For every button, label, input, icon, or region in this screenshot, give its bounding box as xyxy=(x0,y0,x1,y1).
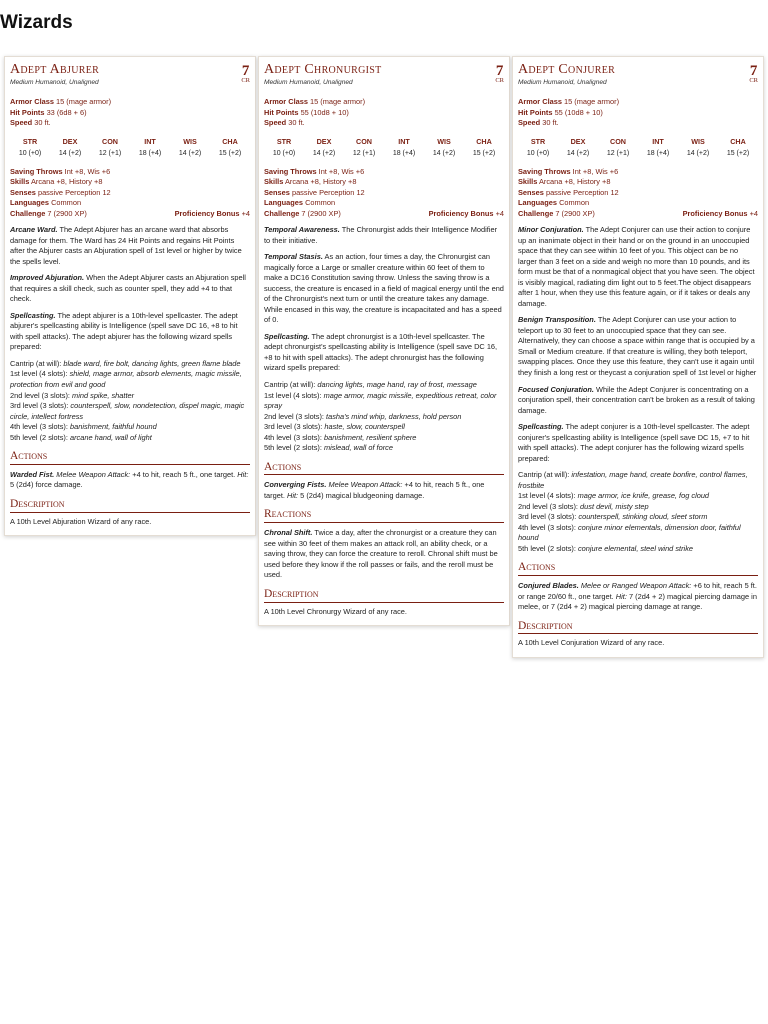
trait-name: Improved Abjuration. xyxy=(10,273,85,283)
trait-text: When the Adept Abjurer casts an Abjuration spell that requires a skill check, such as counter spell, they add +4 to that check. xyxy=(10,273,246,304)
trait-name: Temporal Stasis. xyxy=(264,252,323,262)
armor-class-label: Armor Class xyxy=(264,97,308,106)
description-text: A 10th Level Chronurgy Wizard of any race. xyxy=(264,606,407,616)
ability-score: 14 (+2) xyxy=(178,149,202,157)
skills-line xyxy=(264,177,504,188)
hit-points-line xyxy=(518,108,758,119)
challenge-line xyxy=(264,209,504,220)
senses-label: Senses xyxy=(264,187,290,197)
creature-details xyxy=(264,167,504,220)
languages-line xyxy=(518,198,758,209)
spell-level: 4th level (3 slots): xyxy=(264,432,322,442)
spell-list xyxy=(518,470,758,554)
spell-list xyxy=(10,359,250,443)
languages-label: Languages xyxy=(518,198,558,208)
reaction-text: Twice a day, after the chronurgist or a creature they can see within 30 feet of them makes an attack roll, an ability check, or a saving throw, they can force the creature to reroll. Chronal shift must be used before they know if the roll passes or fails, and the reroll must be used. xyxy=(264,528,498,580)
proficiency-group xyxy=(683,209,758,220)
page-title: Wizards xyxy=(0,12,73,33)
cr-label: CR xyxy=(241,77,250,85)
spell-level-line xyxy=(264,443,504,454)
spell-level: 2nd level (3 slots): xyxy=(10,390,70,400)
spell-names: dancing lights, mage hand, ray of frost, message xyxy=(317,379,477,389)
stat-block-card xyxy=(4,56,256,536)
ability-name: CHA xyxy=(730,136,746,146)
hit-points-value: 55 (10d8 + 10) xyxy=(300,107,349,117)
skills-line xyxy=(10,177,250,188)
cr-label: CR xyxy=(749,77,758,85)
skills-label: Skills xyxy=(264,177,284,187)
saving-throws-line xyxy=(10,167,250,178)
proficiency-value: +4 xyxy=(749,208,758,218)
trait-name: Temporal Awareness. xyxy=(264,225,340,235)
attack-bonus: +4 to hit, reach 5 ft., one target. xyxy=(132,469,236,479)
armor-class-line xyxy=(264,97,504,108)
actions-heading: Actions xyxy=(10,450,250,465)
spell-names: blade ward, fire bolt, dancing lights, green flame blade xyxy=(63,358,241,368)
card-header xyxy=(10,62,250,89)
ability-score: 18 (+4) xyxy=(392,149,416,157)
challenge-group xyxy=(264,209,341,220)
description-heading: Description xyxy=(10,498,250,513)
proficiency-group xyxy=(175,209,250,220)
attack-bonus: +4 to hit, reach 5 ft., one target. xyxy=(264,480,485,500)
hit-points-line xyxy=(10,108,250,119)
ability-score: 10 (+0) xyxy=(526,149,550,157)
spell-names: conjure minor elementals, dimension door, faithful hound xyxy=(518,522,741,543)
ability-score: 14 (+2) xyxy=(566,149,590,157)
saving-throws-value: Int +8, Wis +6 xyxy=(64,166,111,176)
ability-scores xyxy=(10,137,250,159)
hit-points-value: 33 (6d8 + 6) xyxy=(46,107,87,117)
challenge-rating-badge xyxy=(241,64,250,85)
challenge-group xyxy=(10,209,87,220)
ability-name: WIS xyxy=(437,136,451,146)
languages-line xyxy=(10,198,250,209)
stat-block-card xyxy=(258,56,510,626)
ability-score: 15 (+2) xyxy=(218,149,242,157)
spell-level: Cantrip (at will): xyxy=(518,470,570,480)
ability-int xyxy=(638,137,678,159)
ability-dex xyxy=(558,137,598,159)
challenge-value: 7 (2900 XP) xyxy=(47,208,87,218)
ability-wis xyxy=(424,137,464,159)
trait-text: The Adept Conjurer can use your action to teleport up to 30 feet to an unoccupied space that they can see. Alternatively, they can choose a space within range that is occupied by a Small or Medium creature. If that creature is willing, they both teleport, swapping places. Once they use this feature, they can't use it again until they finish a long rest or theycast a conjuration spell of 1st level or higher xyxy=(518,315,757,377)
description-text: A 10th Level Abjuration Wizard of any race. xyxy=(10,516,152,526)
action-entry xyxy=(10,470,250,491)
challenge-line xyxy=(10,209,250,220)
creature-name: Adept Conjurer xyxy=(518,62,616,77)
saving-throws-label: Saving Throws xyxy=(518,166,571,176)
basic-stats xyxy=(10,97,250,129)
spell-level-line xyxy=(10,359,250,370)
trait-text: The Adept Abjurer has an arcane ward that absorbs damage for them. The Ward has 24 Hit Points and regains Hit Points after the Abjurer casts an Abjuration spell of 1st level or higher by twice the spells level. xyxy=(10,225,242,266)
speed-label: Speed xyxy=(518,118,541,128)
spell-level-line xyxy=(264,422,504,433)
spell-names: mage armor, magic missile, expeditious retreat, color spray xyxy=(264,390,497,411)
spell-level-line xyxy=(518,491,758,502)
armor-class-value: 15 (mage armor) xyxy=(310,97,366,106)
trait-name: Arcane Ward. xyxy=(10,225,58,235)
ability-name: INT xyxy=(398,136,410,146)
damage-text: 7 (2d4 + 2) magical piercing damage in melee, or 7 (2d4 + 2) magical piercing damage at range. xyxy=(518,591,757,612)
stat-block-card xyxy=(512,56,764,658)
speed-line xyxy=(10,118,250,129)
ability-cha xyxy=(210,137,250,159)
spell-level-line xyxy=(518,512,758,523)
creature-type: Medium Humanoid, Unaligned xyxy=(10,79,99,87)
proficiency-value: +4 xyxy=(495,208,504,218)
spell-list xyxy=(264,380,504,454)
trait xyxy=(10,311,250,353)
saving-throws-label: Saving Throws xyxy=(10,166,63,176)
ability-scores xyxy=(264,137,504,159)
spell-level-line xyxy=(10,401,250,422)
spell-names: tasha's mind whip, darkness, hold person xyxy=(326,411,462,421)
proficiency-label: Proficiency Bonus xyxy=(682,208,748,218)
trait xyxy=(518,422,758,464)
trait-name: Spellcasting. xyxy=(518,422,564,432)
card-header xyxy=(518,62,758,89)
ability-wis xyxy=(678,137,718,159)
spell-names: mislead, wall of force xyxy=(323,443,393,453)
ability-score: 15 (+2) xyxy=(726,149,750,157)
spell-level-line xyxy=(10,433,250,444)
spell-level-line xyxy=(264,412,504,423)
armor-class-line xyxy=(518,97,758,108)
speed-label: Speed xyxy=(10,118,33,128)
ability-score: 12 (+1) xyxy=(352,149,376,157)
senses-line xyxy=(518,188,758,199)
attack-type: Melee Weapon Attack: xyxy=(56,469,131,479)
hit-label: Hit: xyxy=(615,591,627,601)
speed-line xyxy=(264,118,504,129)
ability-name: DEX xyxy=(570,136,586,146)
basic-stats xyxy=(264,97,504,129)
reaction-entry xyxy=(264,528,504,581)
spell-level-line xyxy=(10,369,250,390)
trait-text: The Adept Conjurer can use their action to conjure up an inanimate object in their hand or on the ground in an unoccupied space that they can see within 10 feet of you. This object can be no larger than 3 feet on a side and weigh no more than 10 pounds, and its form must be that of a nonmagical object that you have seen. The object is visibly magical, radiating dim light out to 5 feet.The object disappears after 1 hour, when they use this feature again, or if it takes or deals any damage. xyxy=(518,225,755,308)
saving-throws-line xyxy=(518,167,758,178)
trait-name: Minor Conjuration. xyxy=(518,225,584,235)
ability-score: 14 (+2) xyxy=(432,149,456,157)
spell-level-line xyxy=(518,544,758,555)
trait xyxy=(10,273,250,305)
spell-names: haste, slow, counterspell xyxy=(324,422,405,432)
saving-throws-line xyxy=(264,167,504,178)
saving-throws-value: Int +8, Wis +6 xyxy=(318,166,365,176)
hit-label: Hit: xyxy=(237,469,249,479)
spell-level-line xyxy=(518,502,758,513)
spell-level: 3rd level (3 slots): xyxy=(264,422,323,432)
reactions-heading: Reactions xyxy=(264,508,504,523)
ability-dex xyxy=(304,137,344,159)
ability-score: 14 (+2) xyxy=(58,149,82,157)
trait xyxy=(518,225,758,309)
trait xyxy=(264,252,504,326)
speed-value: 30 ft. xyxy=(288,118,305,128)
action-name: Conjured Blades. xyxy=(518,581,579,591)
attack-bonus: +6 to hit, reach 5 ft. or range 20/60 ft., one target. xyxy=(518,581,757,601)
spell-level: 2nd level (3 slots): xyxy=(264,411,324,421)
senses-label: Senses xyxy=(518,187,544,197)
damage-text: 5 (2d4) force damage. xyxy=(10,480,83,490)
saving-throws-label: Saving Throws xyxy=(264,166,317,176)
spell-names: shield, mage armor, absorb elements, magic missile, protection from evil and good xyxy=(10,369,242,389)
ability-name: CHA xyxy=(476,136,492,146)
languages-value: Common xyxy=(559,198,590,208)
ability-score: 14 (+2) xyxy=(312,149,336,157)
ability-cha xyxy=(718,137,758,159)
creature-name: Adept Abjurer xyxy=(10,62,100,77)
skills-label: Skills xyxy=(518,177,538,187)
proficiency-value: +4 xyxy=(241,208,250,218)
languages-label: Languages xyxy=(264,198,304,208)
ability-score: 15 (+2) xyxy=(472,149,496,157)
ability-name: CON xyxy=(102,136,118,146)
senses-value: passive Perception 12 xyxy=(291,187,365,197)
spell-level: Cantrip (at will): xyxy=(264,379,316,389)
trait-text: As an action, four times a day, the Chronurgist can magically force a Large or smaller creature within 60 feet of them to make a DC16 Constitution saving throw. Unless the saving throw is a success, the creature is encased in a field of magical energy until the end of the Chronurgist's next turn or until the creature takes any damage. While encased in this way, the creature is incapacitated and has a speed of 0. xyxy=(264,252,504,325)
ability-name: CHA xyxy=(222,136,238,146)
skills-value: Arcana +8, History +8 xyxy=(538,177,611,187)
spell-names: mind spike, shatter xyxy=(72,390,135,400)
trait-text: The adept conjurer is a 10th-level spellcaster. The adept conjurer's spellcasting ability is Intelligence (spell save DC 15, +7 to hit with spell attacks). The adept conjurer has the following wizard spells prepared: xyxy=(518,422,750,463)
spell-level-line xyxy=(10,422,250,433)
challenge-label: Challenge xyxy=(264,208,300,218)
spell-names: counterspell, slow, nondetection, dispel magic, magic circle, intellect fortress xyxy=(10,401,245,421)
spell-level-line xyxy=(264,380,504,391)
senses-label: Senses xyxy=(10,187,36,197)
spell-level-line xyxy=(264,391,504,412)
spell-level: 3rd level (3 slots): xyxy=(10,401,69,411)
trait-text: The Chronurgist adds their Intelligence Modifier to their initiative. xyxy=(264,225,498,245)
ability-int xyxy=(384,137,424,159)
description-text: A 10th Level Conjuration Wizard of any race. xyxy=(518,638,665,648)
spell-level: Cantrip (at will): xyxy=(10,358,62,368)
armor-class-label: Armor Class xyxy=(10,97,54,106)
hit-label: Hit: xyxy=(287,490,299,500)
trait xyxy=(10,225,250,267)
spell-level-line xyxy=(10,391,250,402)
ability-name: STR xyxy=(22,136,38,146)
trait-name: Spellcasting. xyxy=(10,310,56,320)
ability-str xyxy=(10,137,50,159)
skills-value: Arcana +8, History +8 xyxy=(284,177,357,187)
spell-level: 4th level (3 slots): xyxy=(518,522,576,532)
speed-label: Speed xyxy=(264,118,287,128)
actions-heading: Actions xyxy=(518,561,758,576)
trait xyxy=(518,315,758,378)
reaction-name: Chronal Shift. xyxy=(264,528,313,538)
basic-stats xyxy=(518,97,758,129)
speed-value: 30 ft. xyxy=(34,118,51,128)
ability-name: STR xyxy=(276,136,292,146)
spell-level-line xyxy=(264,433,504,444)
creature-type: Medium Humanoid, Unaligned xyxy=(518,79,607,87)
ability-name: STR xyxy=(530,136,546,146)
spell-names: infestation, mage hand, create bonfire, control flames, frostbite xyxy=(518,470,748,490)
spell-names: arcane hand, wall of light xyxy=(69,432,152,442)
ability-score: 18 (+4) xyxy=(646,149,670,157)
spell-level-line xyxy=(518,470,758,491)
proficiency-label: Proficiency Bonus xyxy=(174,208,240,218)
languages-value: Common xyxy=(305,198,336,208)
languages-value: Common xyxy=(51,198,82,208)
languages-label: Languages xyxy=(10,198,50,208)
card-header xyxy=(264,62,504,89)
ability-name: INT xyxy=(652,136,664,146)
challenge-rating-badge xyxy=(749,64,758,85)
challenge-rating-badge xyxy=(495,64,504,85)
cr-value: 7 xyxy=(495,63,504,79)
ability-score: 10 (+0) xyxy=(272,149,296,157)
spell-level: 1st level (4 slots): xyxy=(518,491,576,501)
challenge-value: 7 (2900 XP) xyxy=(555,208,595,218)
spell-names: mage armor, ice knife, grease, fog cloud xyxy=(577,491,710,501)
spell-level: 1st level (4 slots): xyxy=(10,369,68,379)
senses-value: passive Perception 12 xyxy=(545,187,619,197)
ability-con xyxy=(598,137,638,159)
trait-name: Benign Transposition. xyxy=(518,315,596,325)
trait-name: Focused Conjuration. xyxy=(518,384,594,394)
proficiency-group xyxy=(429,209,504,220)
speed-value: 30 ft. xyxy=(542,118,559,128)
ability-name: WIS xyxy=(691,136,705,146)
attack-type: Melee Weapon Attack: xyxy=(328,480,403,490)
spell-level-line xyxy=(518,523,758,544)
challenge-group xyxy=(518,209,595,220)
ability-name: DEX xyxy=(62,136,78,146)
creature-details xyxy=(10,167,250,220)
ability-scores xyxy=(518,137,758,159)
armor-class-value: 15 (mage armor) xyxy=(564,97,620,106)
ability-name: INT xyxy=(144,136,156,146)
hit-points-label: Hit Points xyxy=(10,107,45,117)
spell-level: 2nd level (3 slots): xyxy=(518,501,578,511)
trait xyxy=(264,332,504,374)
action-name: Converging Fists. xyxy=(264,480,327,490)
trait-name: Spellcasting. xyxy=(264,331,310,341)
creature-type: Medium Humanoid, Unaligned xyxy=(264,79,353,87)
ability-cha xyxy=(464,137,504,159)
proficiency-label: Proficiency Bonus xyxy=(428,208,494,218)
skills-line xyxy=(518,177,758,188)
cr-value: 7 xyxy=(241,63,250,79)
languages-line xyxy=(264,198,504,209)
description-heading: Description xyxy=(518,620,758,635)
cr-value: 7 xyxy=(749,63,758,79)
actions-heading: Actions xyxy=(264,461,504,476)
ability-score: 12 (+1) xyxy=(98,149,122,157)
ability-str xyxy=(264,137,304,159)
ability-name: WIS xyxy=(183,136,197,146)
ability-con xyxy=(344,137,384,159)
spell-level: 1st level (4 slots): xyxy=(264,390,322,400)
description-heading: Description xyxy=(264,588,504,603)
senses-line xyxy=(10,188,250,199)
action-entry xyxy=(264,480,504,501)
spell-level: 5th level (2 slots): xyxy=(264,443,322,453)
ability-con xyxy=(90,137,130,159)
ability-score: 12 (+1) xyxy=(606,149,630,157)
armor-class-line xyxy=(10,97,250,108)
spell-level: 3rd level (3 slots): xyxy=(518,512,577,522)
ability-wis xyxy=(170,137,210,159)
action-name: Warded Fist. xyxy=(10,469,55,479)
ability-name: CON xyxy=(356,136,372,146)
ability-name: DEX xyxy=(316,136,332,146)
spell-level: 5th level (2 slots): xyxy=(10,432,68,442)
trait-text: The adept abjurer is a 10th-level spellcaster. The adept abjurer's spellcasting ability is Intelligence (spell save DC 16, +8 to hit with spell attacks). The adept abjurer has the following wizard spells prepared: xyxy=(10,310,238,352)
spell-names: conjure elemental, steel wind strike xyxy=(577,543,694,553)
hit-points-label: Hit Points xyxy=(518,107,553,117)
hit-points-value: 55 (10d8 + 10) xyxy=(554,107,603,117)
spell-level: 5th level (2 slots): xyxy=(518,543,576,553)
spell-names: banishment, resilient sphere xyxy=(323,432,417,442)
saving-throws-value: Int +8, Wis +6 xyxy=(572,166,619,176)
challenge-line xyxy=(518,209,758,220)
trait xyxy=(518,385,758,417)
ability-dex xyxy=(50,137,90,159)
spell-level: 4th level (3 slots): xyxy=(10,422,68,432)
senses-value: passive Perception 12 xyxy=(37,187,111,197)
ability-int xyxy=(130,137,170,159)
armor-class-label: Armor Class xyxy=(518,97,562,106)
hit-points-line xyxy=(264,108,504,119)
cr-label: CR xyxy=(495,77,504,85)
ability-score: 14 (+2) xyxy=(686,149,710,157)
trait-text: The adept chronurgist is a 10th-level spellcaster. The adept chronurgist's spellcasting ability is Intelligence (spell save DC 16, +8 to hit with spell attacks). The adept chronurgist has the following wizard spells prepared: xyxy=(264,331,498,373)
armor-class-value: 15 (mage armor) xyxy=(56,97,112,106)
hit-points-label: Hit Points xyxy=(264,107,299,117)
trait xyxy=(264,225,504,246)
spell-names: counterspell, stinking cloud, sleet storm xyxy=(578,512,708,522)
creature-name: Adept Chronurgist xyxy=(264,62,382,77)
creature-details xyxy=(518,167,758,220)
ability-str xyxy=(518,137,558,159)
challenge-value: 7 (2900 XP) xyxy=(301,208,341,218)
challenge-label: Challenge xyxy=(518,208,554,218)
challenge-label: Challenge xyxy=(10,208,46,218)
skills-label: Skills xyxy=(10,177,30,187)
spell-names: banishment, faithful hound xyxy=(69,422,157,432)
action-entry xyxy=(518,581,758,613)
trait-text: While the Adept Conjurer is concentrating on a conjuration spell, their concentration can't be broken as a result of taking damage. xyxy=(518,384,755,415)
speed-line xyxy=(518,118,758,129)
senses-line xyxy=(264,188,504,199)
ability-score: 18 (+4) xyxy=(138,149,162,157)
ability-name: CON xyxy=(610,136,626,146)
skills-value: Arcana +8, History +8 xyxy=(30,177,103,187)
attack-type: Melee or Ranged Weapon Attack: xyxy=(580,581,692,591)
spell-names: dust devil, misty step xyxy=(580,501,649,511)
damage-text: 5 (2d4) magical bludgeoning damage. xyxy=(300,490,425,500)
ability-score: 10 (+0) xyxy=(18,149,42,157)
